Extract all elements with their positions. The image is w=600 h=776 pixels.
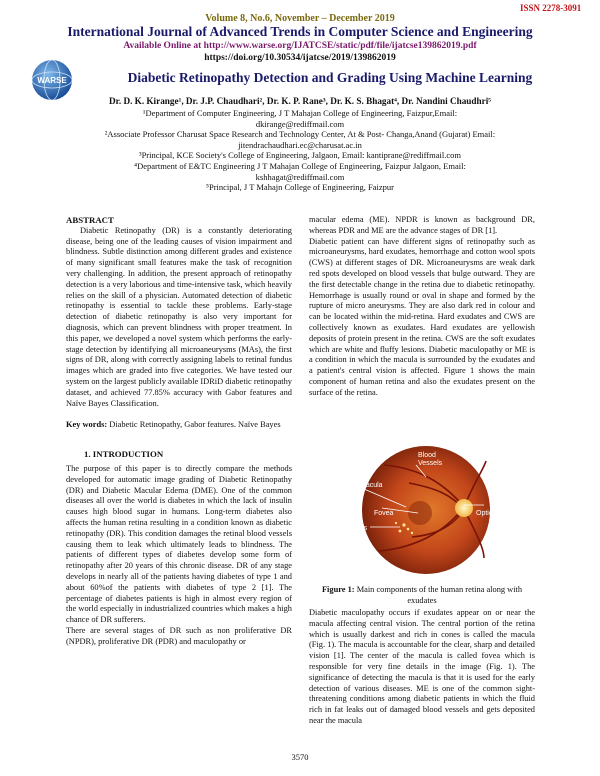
available-online-link[interactable]: Available Online at http://www.warse.org/IJATCSE/static/pdf/file/ijatcse139862019.pdf [123, 41, 477, 51]
affiliation-email: kshhagat@rediffmail.com [255, 171, 345, 182]
left-column [66, 215, 292, 647]
right-column-bottom [309, 608, 535, 727]
figure-label-blood: Blood [418, 452, 436, 459]
affiliation-line: ⁴Department of E&TC Engineering J T Mahajan College of Engineering, Faizpur Jalgaon, Email: [134, 160, 466, 171]
body-paragraph: macular edema (ME). NPDR is known as background DR, whereas PDR and ME are the advance stages of DR [1]. [309, 215, 535, 235]
figure-label-macula: Macula [360, 482, 383, 489]
figure-label-fovea: Fovea [374, 510, 394, 517]
figure-label-vessels: Vessels [418, 460, 443, 467]
body-paragraph: Diabetic maculopathy occurs if exudates appear on or near the macula affecting central vision. The central portion of the retina which is usually darkest and rich in cones is called the macula (Fig. 1). The macula is accountable for the clear, sharp and detailed vision [1]. The center of the macula is called fovea which is responsible for very fine details in the image (Fig. 1). The significance of detecting the macula is that it is used for the early detection of various diseases. ME is one of the common sight-threatening conditions among diabetic patients in which the fluid rich in fat leaks out of damaged blood vessels and gets deposited near the macula [309, 608, 535, 725]
issn-label: ISSN 2278-3091 [520, 3, 582, 13]
figure-label-exudates: Exudates [338, 525, 368, 532]
abstract-text: Diabetic Retinopathy (DR) is a constantly deteriorating disease, being one of the leading causes of vision impairment and blindness. Subtle distinction among different grades and existence of many significant small features make the task of recognition very challenging. In addition, the present approach of retinopathy detection is a very laborious and time-intensive task, which heavily relies on the skill of a physician. Automated detection of diabetic retinopathy is essential to tackle these problems. Early-stage detection of diabetic retinopathy is also very important for diagnosis, which can prevent blindness with proper treatment. In this paper, we developed a novel system which performs the early-stage detection by identifying all microaneurysms (MAs), the first signs of DR, along with correctly assigning labels to retinal fundus images which are graded into five categories. We have tested our system on the largest publicly available IDRiD diabetic retinopathy dataset, and achieved 77.85% accuracy with Gabor features and Naïve Bayes Classification. [66, 225, 292, 408]
affiliation-email: jitendrachaudhari.ec@charusat.ac.in [238, 139, 362, 150]
affiliation-email: dkirange@rediffmail.com [255, 118, 345, 129]
affiliation-line: ¹Department of Computer Engineering, J T Mahajan College of Engineering, Faizpur,Email: [142, 108, 458, 118]
keywords [66, 420, 292, 431]
volume-line: Volume 8, No.6, November – December 2019 [205, 13, 395, 24]
journal-title: International Journal of Advanced Trends in Computer Science and Engineering [67, 24, 533, 39]
caption-text: Main components of the human retina along with exudates [356, 585, 523, 605]
intro-paragraph: There are several stages of DR such as non proliferative DR (NPDR), proliferative DR (PDR) and maculopathy or [66, 625, 292, 646]
affiliation-line: ³Principal, KCE Society's College of Engineering, Jalgaon, Email: kantiprane@rediffmail.com [139, 150, 461, 161]
macula [408, 501, 432, 525]
affiliations [60, 108, 540, 193]
retina-figure [334, 443, 514, 578]
intro-heading: 1. INTRODUCTION [84, 449, 164, 460]
figure-caption [316, 585, 528, 606]
affiliation-line: ⁵Principal, J T Mahajn College of Engineering, Faizpur [206, 182, 394, 193]
page-number: 3570 [291, 752, 309, 762]
figure-label-optic-disc: Optic Disc [476, 510, 508, 517]
intro-paragraph: The purpose of this paper is to directly compare the methods developed for automatic image grading of Diabetic Retinopathy (DR) and Diabetic Macular Edema (DME). One of the common diseases all over the world is diabetes in which the lack of insulin causes high blood sugar in humans. Long-term diabetes also affects the human retina resulting in a condition known as diabetic retinopathy (DR). This condition damages the retinal blood vessels causing them to leak which ultimately leads to blindness. The patients of different types of diabetes develop some form of retinopathy after 20 years of this chronic disease. DR of any stage develops in nearly all of the patients having diabetes of type 1 and about 60%of the patients with diabetes of type 2 [1]. The percentage of diabetes patients is high in almost every region of the world especially in industrialized countries which makes a high chance of DR sufferers. [66, 463, 292, 625]
body-paragraph: Diabetic patient can have different signs of retinopathy such as microaneurysms, hard exudates, hemorrhage and cotton wool spots (CWS) at different stages of DR. Microaneurysms are weak dark red spots developed on blood vessels that bulge outward. They are the first detectable change in the retina due to diabetic retinopathy. Hemorrhage is usually round or oval in shape and formed by the rupture of micro aneurysms. They are also dark red in colour and can be located within the mid-retina. Hard exudates and CWS are collectively known as exudates. Hard exudates are yellowish deposits of protein present in the retina. CWS are the soft exudates which are white and fluffy lesions. Diabetic maculopathy or ME is a condition in which the macula is surrounded by the exudates and a patient's central vision is affected. Figure 1 shows the main component of human retina and also the exudates present on the surface of the retina. [309, 236, 535, 397]
caption-label: Figure 1: [321, 585, 355, 594]
optic-disc [455, 499, 473, 517]
right-column-top [309, 215, 535, 399]
abstract-heading: ABSTRACT [66, 215, 114, 225]
keywords-text: Diabetic Retinopathy, Gabor features. Naïve Bayes [109, 420, 281, 430]
keywords-label: Key words: [66, 420, 108, 430]
affiliation-line: ²Associate Professor Charusat Space Research and Technology Center, At & Post- Changa,Anand (Gujarat) Email: [104, 129, 496, 140]
authors-line: Dr. D. K. Kirange¹, Dr. J.P. Chaudhari², Dr. K. P. Rane³, Dr. K. S. Bhagat⁴, Dr. Nandini Chaudhri⁵ [108, 96, 492, 106]
doi-link[interactable]: https://doi.org/10.30534/ijatcse/2019/139862019 [204, 53, 396, 63]
logo-text: WARSE [37, 76, 67, 85]
paper-title: Diabetic Retinopathy Detection and Grading Using Machine Learning [127, 70, 533, 85]
